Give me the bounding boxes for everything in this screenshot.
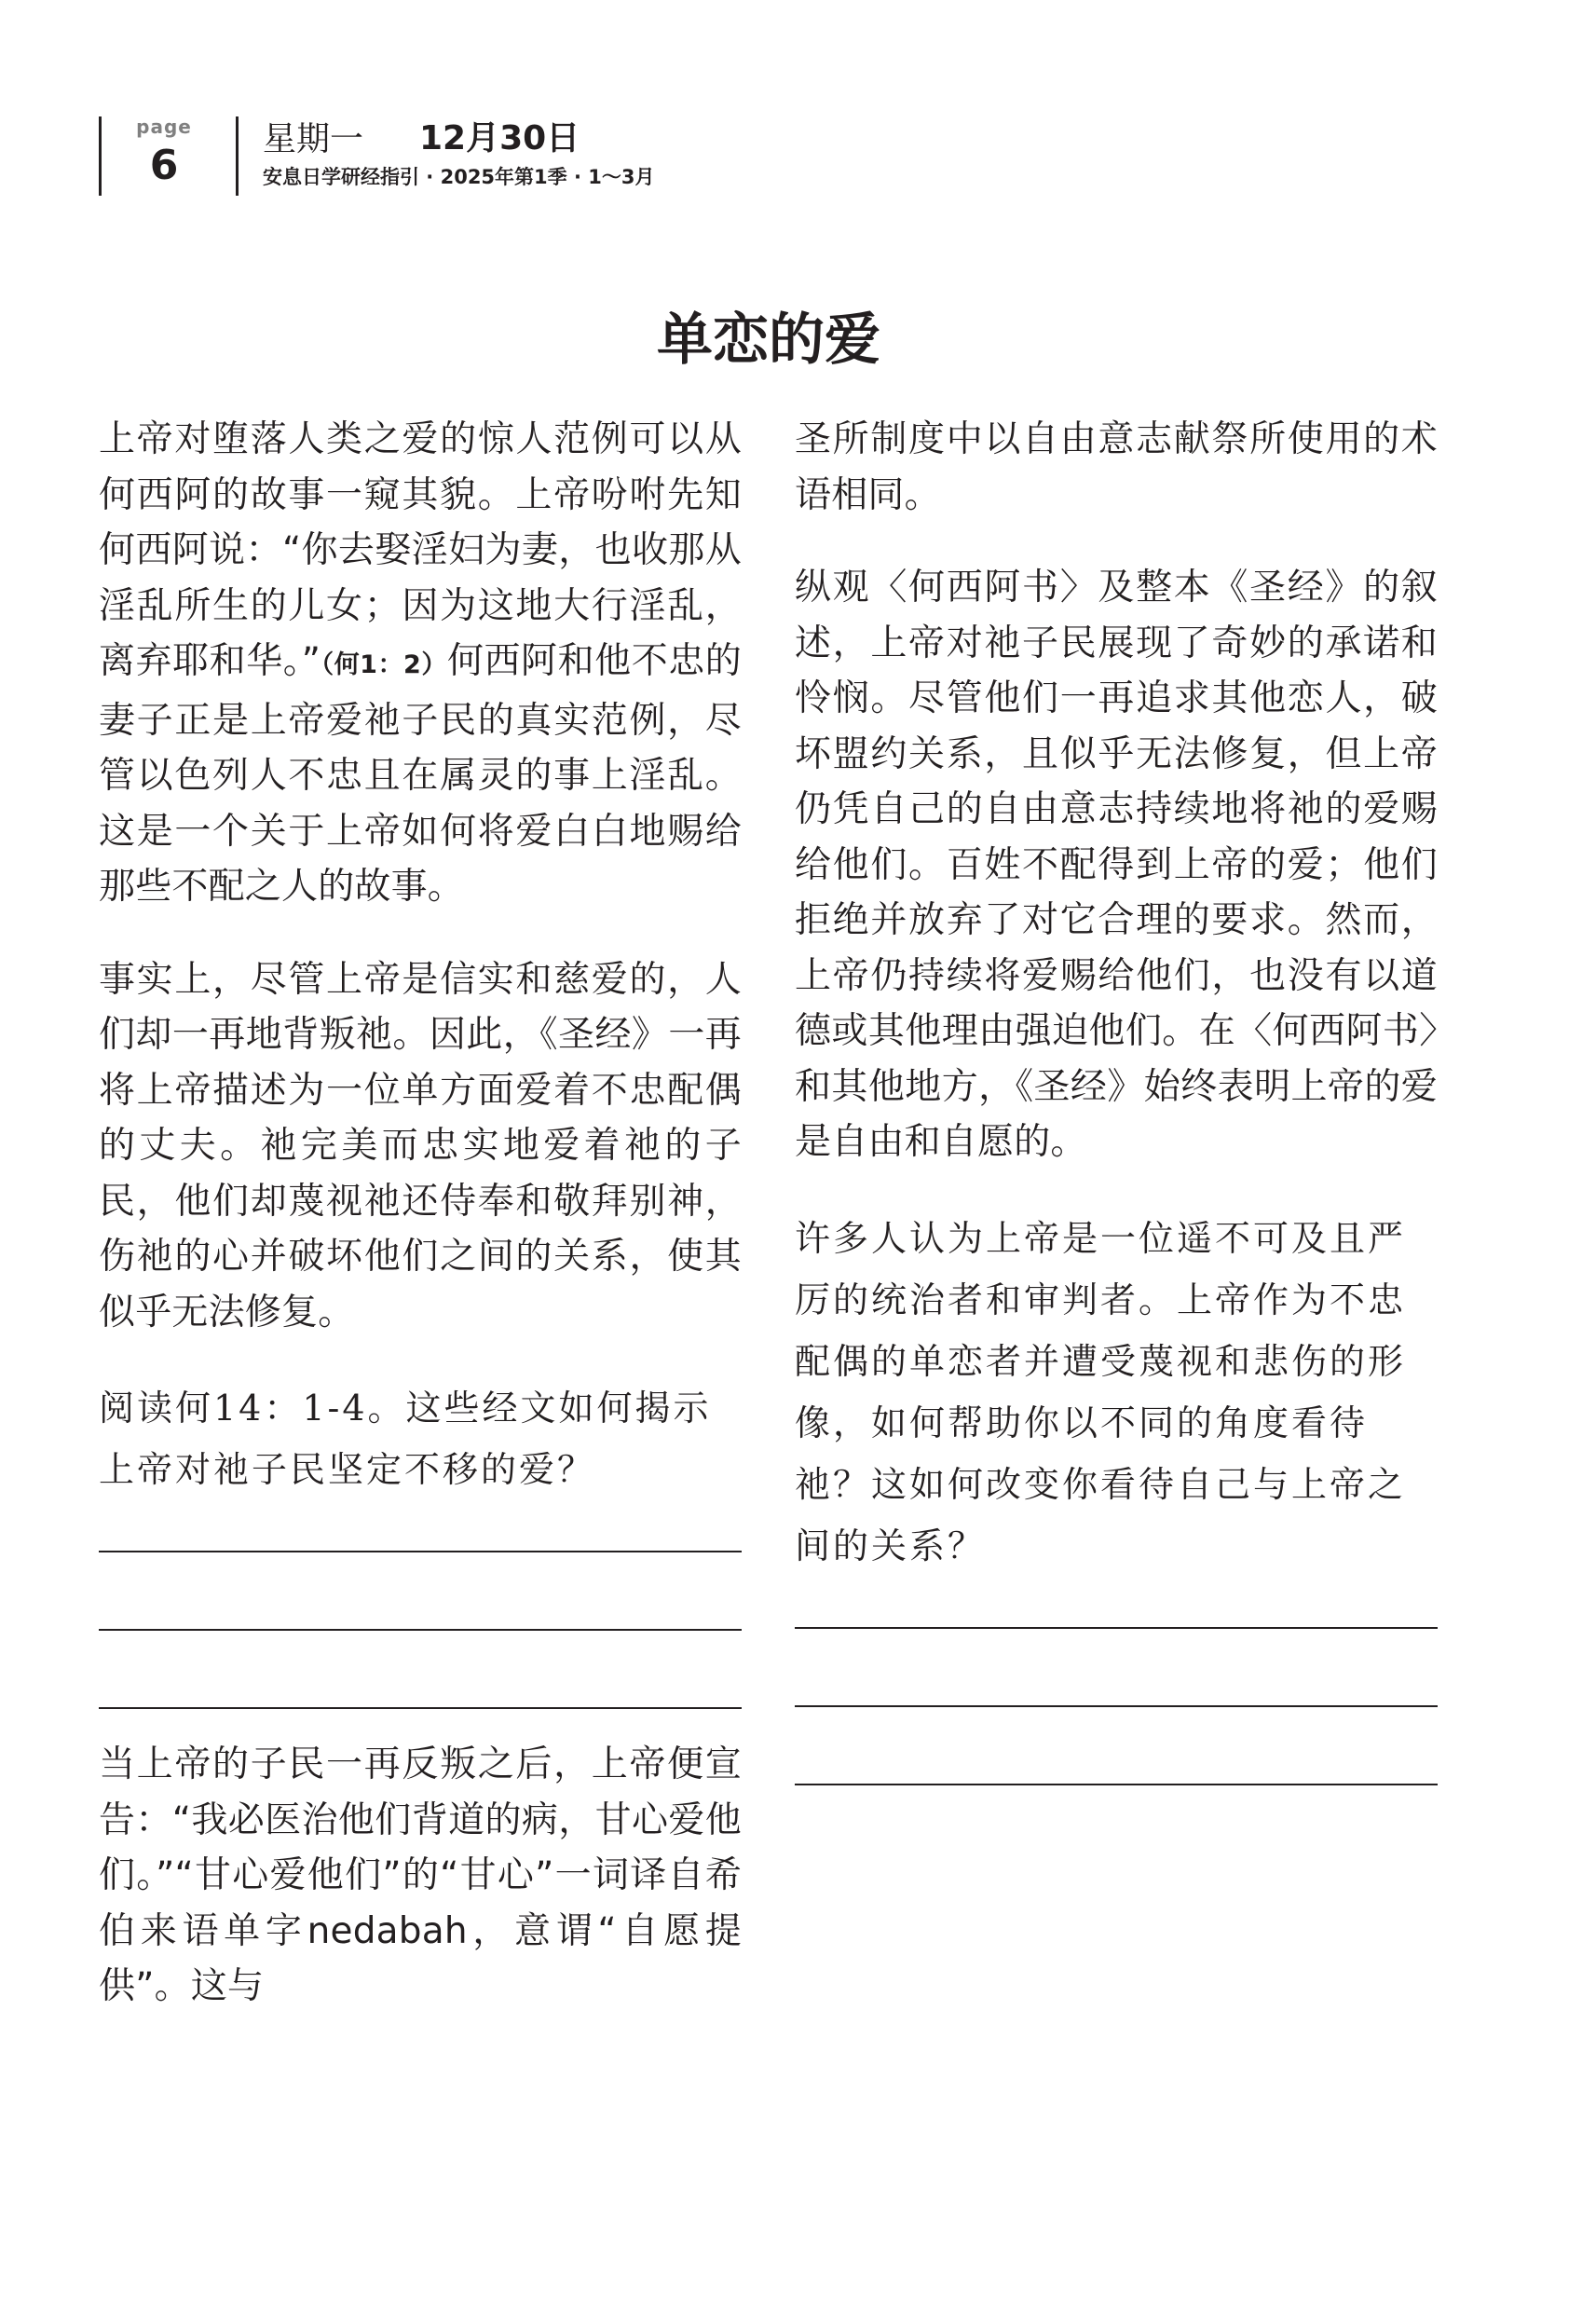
page-header	[0, 0, 1596, 205]
day-of-week: 星期一	[263, 120, 364, 158]
answer-line[interactable]	[99, 1551, 742, 1552]
paragraph: 圣所制度中以自由意志献祭所使用的术语相同。	[795, 418, 1438, 516]
paragraph: 纵观〈何西阿书〉及整本《圣经》的叙述，上帝对祂子民展现了奇妙的承诺和怜悯。尽管他们一再追求其他恋人，破坏盟约关系，且似乎无法修复，但上帝仍凭自己的自由意志持续地将祂的爱赐给他们。百姓不配得到上帝的爱；他们拒绝并放弃了对它合理的要求。然而，上帝仍持续将爱赐给他们，也没有以道德或其他理由强迫他们。在〈何西阿书〉和其他地方，《圣经》始终表明上帝的爱是自由和自愿的。	[795, 567, 1438, 1163]
answer-line[interactable]	[99, 1707, 742, 1709]
paragraph-text: 上帝对堕落人类之爱的惊人范例可以从何西阿的故事一窥其貌。上帝吩咐先知何西阿说：“你去娶淫妇为妻，也收那从淫乱所生的儿女；因为这地大行淫乱，离弃耶和华。”	[99, 418, 742, 682]
answer-line[interactable]	[795, 1627, 1438, 1629]
header-divider	[236, 116, 239, 196]
study-question: 许多人认为上帝是一位遥不可及且严厉的统治者和审判者。上帝作为不忠配偶的单恋者并遭受蔑视和悲伤的形像，如何帮助你以不同的角度看待祂？这如何改变你看待自己与上帝之间的关系？	[795, 1217, 1407, 1566]
paragraph	[99, 412, 742, 915]
scripture-reference: （何1：2）	[321, 650, 447, 679]
header-divider	[99, 116, 102, 196]
paragraph: 事实上，尽管上帝是信实和慈爱的，人们却一再地背叛祂。因此，《圣经》一再将上帝描述为一位单方面爱着不忠配偶的丈夫。祂完美而忠实地爱着祂的子民，他们却蔑视祂还侍奉和敬拜别神，伤祂的心并破坏他们之间的关系，使其似乎无法修复。	[99, 958, 742, 1333]
paragraph-text: 何西阿和他不忠的妻子正是上帝爱祂子民的真实范例，尽管以色列人不忠且在属灵的事上淫乱。这是一个关于上帝如何将爱白白地赐给那些不配之人的故事。	[99, 640, 743, 908]
right-column	[795, 412, 1438, 1785]
answer-line[interactable]	[795, 1705, 1438, 1707]
study-question: 阅读何14：1-4。这些经文如何揭示上帝对祂子民坚定不移的爱？	[99, 1388, 712, 1490]
date: 12月30日	[419, 119, 580, 157]
answer-line[interactable]	[795, 1784, 1438, 1785]
left-column	[99, 412, 742, 2015]
page-number: 6	[149, 142, 179, 189]
answer-line[interactable]	[99, 1629, 742, 1631]
publication-subtitle: 安息日学研经指引 · 2025年第1季 · 1～3月	[263, 166, 655, 188]
paragraph: 当上帝的子民一再反叛之后，上帝便宣告：“我必医治他们背道的病，甘心爱他们。”“甘心爱他们”的“甘心”一词译自希伯来语单字nedabah，意谓“自愿提供”。这与	[99, 1744, 742, 2007]
page-title: 单恋的爱	[657, 308, 880, 373]
page-label: page	[136, 116, 192, 138]
